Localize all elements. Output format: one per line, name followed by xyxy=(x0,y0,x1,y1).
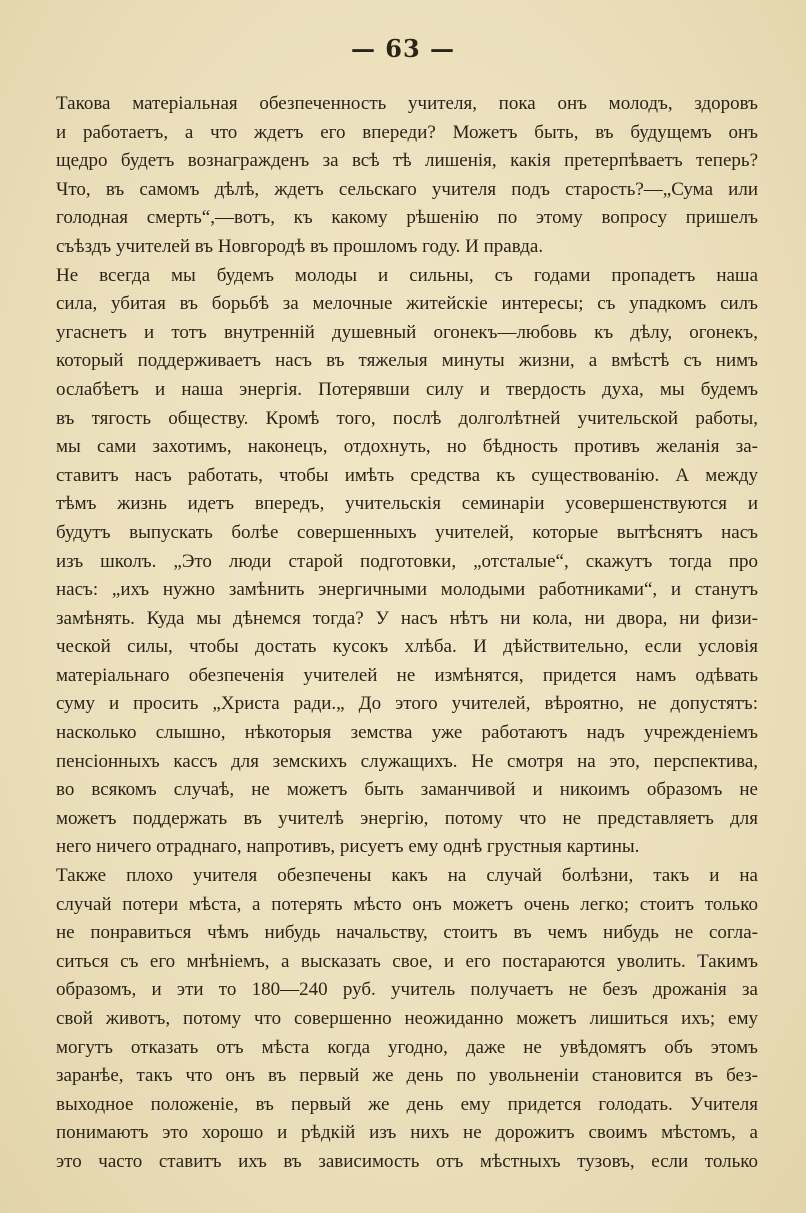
text-line: голодная смерть“,—вотъ, къ какому рѣшенію по этому вопросу пришелъ xyxy=(56,207,758,229)
text-line: матеріальнаго обезпеченія учителей не измѣнятся, придется намъ одѣвать xyxy=(56,664,758,686)
text-line: Что, въ самомъ дѣлѣ, ждетъ сельскаго учителя подъ старость?—„Сума или xyxy=(56,178,758,200)
text-line: Не всегда мы будемъ молоды и сильны, съ годами пропадетъ наша xyxy=(56,264,758,286)
text-line: насколько слышно, нѣкоторыя земства уже работаютъ надъ учрежденіемъ xyxy=(56,722,758,744)
text-line: мы сами захотимъ, наконецъ, отдохнуть, но бѣдность противъ желанія за- xyxy=(56,436,758,458)
text-line: выходное положеніе, въ первый же день ему придется голодать. Учителя xyxy=(56,1093,758,1115)
text-line: ситься съ его мнѣніемъ, а высказать свое, и его постараются уволить. Такимъ xyxy=(56,950,758,972)
text-line: заранѣе, такъ что онъ въ первый же день по увольненіи становится въ без- xyxy=(56,1065,758,1087)
text-line: это часто ставитъ ихъ въ зависимость отъ мѣстныхъ тузовъ, если только xyxy=(56,1150,758,1172)
text-line: Также плохо учителя обезпечены какъ на случай болѣзни, такъ и на xyxy=(56,865,758,887)
text-line: насъ: „ихъ нужно замѣнить энергичными молодыми работниками“, и станутъ xyxy=(56,579,758,601)
text-line: во всякомъ случаѣ, не можетъ быть заманчивой и никоимъ образомъ не xyxy=(56,779,758,801)
text-line: могутъ отказать отъ мѣста когда угодно, даже не увѣдомятъ объ этомъ xyxy=(56,1036,758,1058)
text-line: ослабѣетъ и наша энергія. Потерявши силу и твердость духа, мы будемъ xyxy=(56,378,758,400)
text-line: не понравиться чѣмъ нибудь начальству, стоитъ въ чемъ нибудь не согла- xyxy=(56,922,758,944)
text-line: въ тягость обществу. Кромѣ того, послѣ долголѣтней учительской работы, xyxy=(56,407,758,429)
text-line: Такова матеріальная обезпеченность учителя, пока онъ молодъ, здоровъ xyxy=(56,93,758,114)
text-line: который поддерживаетъ насъ въ тяжелыя минуты жизни, а вмѣстѣ съ нимъ xyxy=(56,350,758,372)
page-number: — 63 — xyxy=(350,34,456,63)
text-line: будутъ выпускать болѣе совершенныхъ учителей, которые вытѣснятъ насъ xyxy=(56,521,758,543)
text-line: сила, убитая въ борьбѣ за мелочные житейскіе интересы; съ упадкомъ силъ xyxy=(56,293,758,315)
body-text xyxy=(56,90,758,1177)
text-line: изъ школъ. „Это люди старой подготовки, „отсталые“, скажутъ тогда про xyxy=(56,550,758,572)
text-line: замѣнять. Куда мы дѣнемся тогда? У насъ нѣтъ ни кола, ни двора, ни физи- xyxy=(56,607,758,629)
text-line: образомъ, и эти то 180—240 руб. учитель получаетъ не безъ дрожанія за xyxy=(56,979,758,1001)
text-line: случай потери мѣста, а потерять мѣсто онъ можетъ очень легко; стоитъ только xyxy=(56,893,758,915)
text-line: понимаютъ это хорошо и рѣдкій изъ нихъ не дорожитъ своимъ мѣстомъ, а xyxy=(56,1122,758,1144)
text-line: ческой силы, чтобы достать кусокъ хлѣба. И дѣйствительно, если условія xyxy=(56,636,758,658)
text-line: съѣздъ учителей въ Новгородѣ въ прошломъ году. И правда. xyxy=(56,235,544,257)
text-line: него ничего отраднаго, напротивъ, рисуетъ ему однѣ грустныя картины. xyxy=(56,836,640,858)
text-line: щедро будетъ вознагражденъ за всѣ тѣ лишенія, какія претерпѣваетъ теперь? xyxy=(56,150,758,172)
text-line: тѣмъ жизнь идетъ впередъ, учительскія семинаріи усовершенствуются и xyxy=(56,493,758,515)
text-line: свой животъ, потому что совершенно неожиданно можетъ лишиться ихъ; ему xyxy=(56,1008,758,1029)
text-line: и работаетъ, а что ждетъ его впереди? Можетъ быть, въ будущемъ онъ xyxy=(56,121,758,143)
text-line: ставитъ насъ работать, чтобы имѣть средства къ существованію. А между xyxy=(56,464,758,486)
text-line: пенсіонныхъ кассъ для земскихъ служащихъ. Не смотря на это, перспектива, xyxy=(56,750,758,772)
text-line: можетъ поддержать въ учителѣ энергію, потому что не представляетъ для xyxy=(56,807,758,829)
text-line: суму и просить „Христа ради.„ До этого учителей, вѣроятно, не допустятъ: xyxy=(56,693,758,715)
text-line: угаснетъ и тотъ внутренній душевный огонекъ—любовь къ дѣлу, огонекъ, xyxy=(56,321,758,343)
